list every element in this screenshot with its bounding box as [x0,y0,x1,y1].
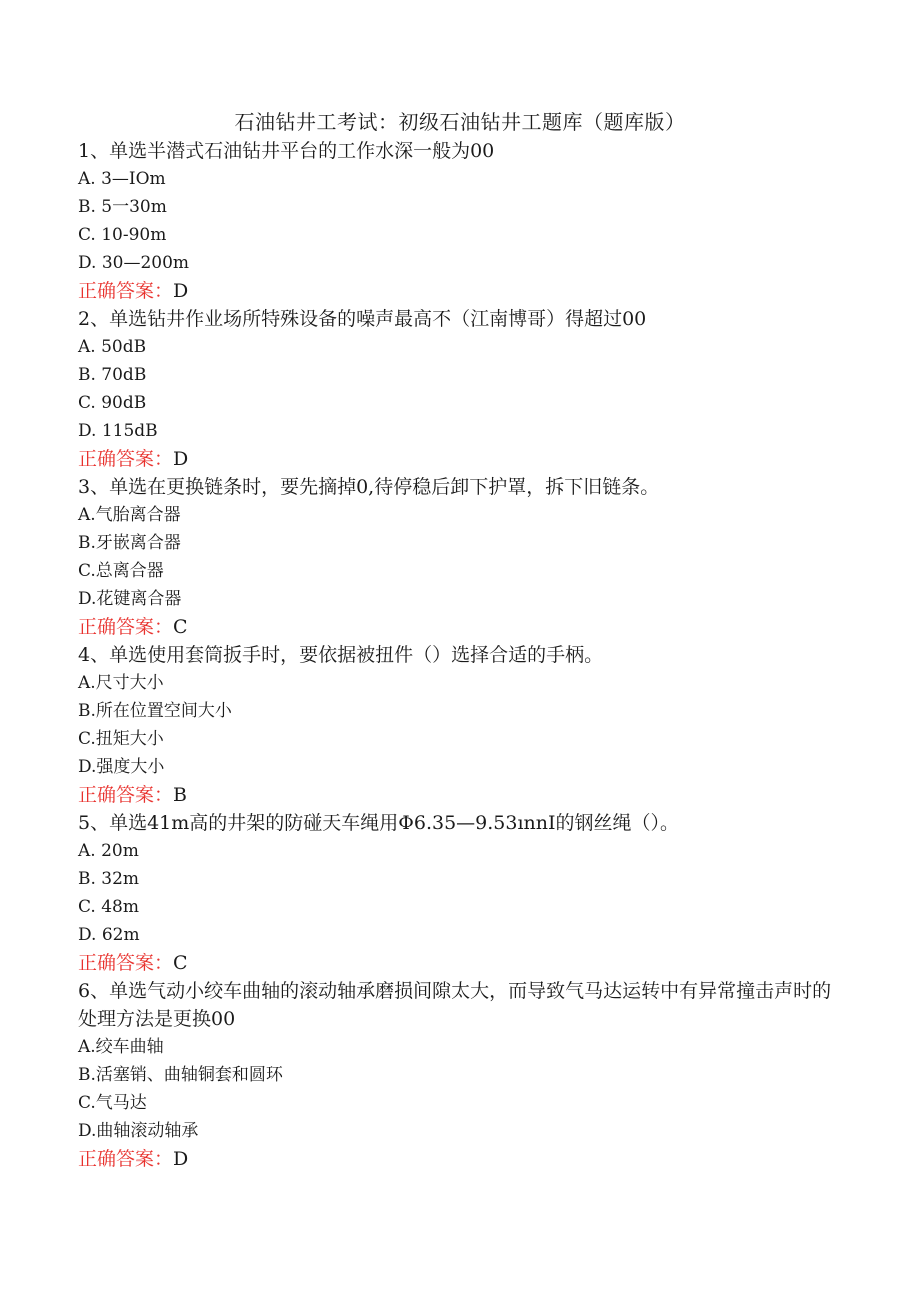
question-5 [78,809,838,977]
option-c: C. 48m [78,897,139,917]
question-6 [78,977,838,1173]
answer-label: 正确答案： [78,952,174,974]
answer-label: 正确答案： [78,784,174,806]
question-3 [78,473,838,641]
option-c: C.扭矩大小 [78,729,164,749]
question-list [78,137,838,1173]
option-b: B.所在位置空间大小 [78,701,232,721]
option-d: D.强度大小 [78,757,165,777]
answer-line [78,445,838,473]
answer-value: D [173,448,189,470]
option-b: B.牙嵌离合器 [78,533,181,553]
answer-value: B [173,784,187,806]
question-2 [78,305,838,473]
option-b: B. 32m [78,869,140,889]
answer-value: D [173,280,189,302]
option-a: A.绞车曲轴 [78,1037,164,1057]
answer-line [78,781,838,809]
option-d: D.花键离合器 [78,589,182,609]
option-a: A. 50dB [78,337,147,357]
option-b: B. 70dB [78,365,147,385]
option-a: A.尺寸大小 [78,673,164,693]
option-c: C. 10-90m [78,225,167,245]
option-a: A. 3—IOm [78,169,166,189]
answer-line [78,277,838,305]
option-c: C. 90dB [78,393,147,413]
document-title: 石油钻井工考试：初级石油钻井工题库（题库版） [234,110,686,134]
answer-value: C [173,616,188,638]
question-stem: 1、单选半潜式石油钻井平台的工作水深一般为00 [78,140,495,162]
option-c: C.气马达 [78,1093,147,1113]
option-d: D.曲轴滚动轴承 [78,1121,199,1141]
answer-line [78,613,838,641]
answer-line [78,1145,838,1173]
option-d: D. 115dB [78,421,158,441]
answer-label: 正确答案： [78,448,174,470]
answer-label: 正确答案： [78,280,174,302]
answer-label: 正确答案： [78,616,174,638]
question-stem: 5、单选41m高的井架的防碰天车绳用Φ6.35—9.53ınnI的钢丝绳（）。 [78,812,680,834]
option-a: A. 20m [78,841,139,861]
option-b: B.活塞销、曲轴铜套和圆环 [78,1065,283,1085]
question-stem: 3、单选在更换链条时，要先摘掉0,待停稳后卸下护罩，拆下旧链条。 [78,476,660,498]
option-d: D. 62m [78,925,140,945]
option-d: D. 30—200m [78,253,190,273]
question-stem: 6、单选气动小绞车曲轴的滚动轴承磨损间隙太大，而导致气马达运转中有异常撞击声时的处理方法是更换00 [78,980,832,1030]
option-c: C.总离合器 [78,561,164,581]
question-stem: 2、单选钻井作业场所特殊设备的噪声最高不（江南博哥）得超过00 [78,308,647,330]
option-a: A.气胎离合器 [78,505,181,525]
answer-label: 正确答案： [78,1148,174,1170]
question-stem: 4、单选使用套筒扳手时，要依据被扭件（）选择合适的手柄。 [78,644,604,666]
answer-value: C [173,952,188,974]
question-1 [78,137,838,305]
answer-line [78,949,838,977]
answer-value: D [173,1148,189,1170]
question-4 [78,641,838,809]
option-b: B. 5一30m [78,197,167,217]
